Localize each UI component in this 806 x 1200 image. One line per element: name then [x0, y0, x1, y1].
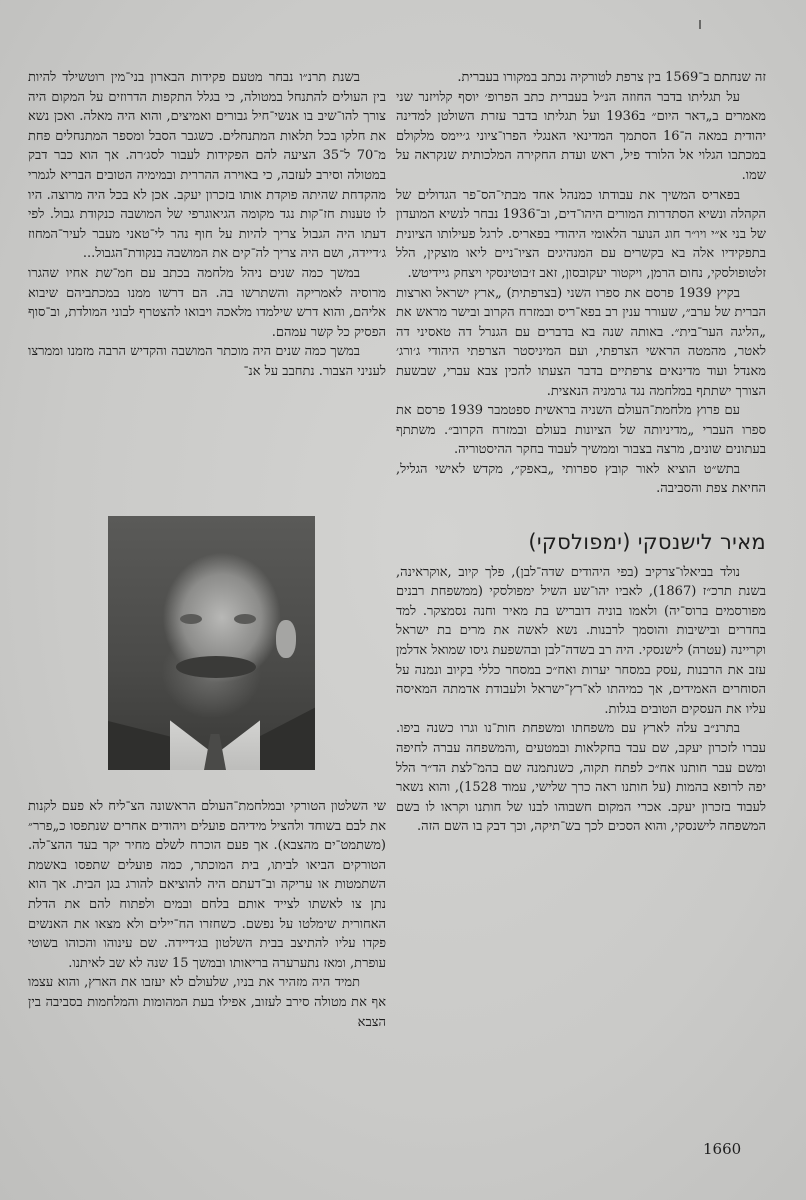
photo-coat-left [108, 700, 178, 770]
paragraph: בתש״ט הוציא לאור קובץ ספרותי „באפק״, מקדש לאישי הגליל, החיאת צפת והסביבה. [396, 461, 766, 497]
paragraph: עם פרוץ מלחמת־העולם השניה בראשית ספטמבר 1939 פרסם את ספרו העברי „מדיניותה של הציונות בעולם ובמזרח הקרוב״. משתתף בעתונים שונים, מרצה בצבור וממשיך לעבוד בחקר ההיסטוריה. [396, 403, 766, 458]
paragraph: במשך כמה שנים היה מוכתר המושבה והקדיש הרבה מזמנו וממרצו לעניני הצבור. נתחבב על אנ־ [28, 344, 386, 379]
left-column [28, 68, 386, 382]
paragraph: על תגליתו בדבר החוזה הנ״ל בעברית כתב הפרופ׳ יוסף קלויזנר שני מאמרים ב„דאר היום״ ב1936 ועל תגליתו בדבר עזרת השולטן למדינה יהודית במאה ה־16 הסתמך המדינאי האנגלי הפרו־ציוני ג׳יימס מלקולם במכתבו הגלוי אל הלורד פיל, ראש ועדת החקירה המלכותית שנקראה על שמו. [396, 89, 766, 183]
photo-eye-right [234, 614, 256, 624]
photo-mustache [176, 656, 256, 678]
paragraph: בשנת תרנ״ו נבחר מטעם פקידות הבארון בני־מין רוטשילד להיות בין העולים להתנחל במטולה, כי בגלל התקפות הדרוזים על המקום היה צורך להו־שיב בו אנשי־חיל גבורים ואמיצים, והוא היה מאלה. ואכן נשא את חלקו בכל תלאות המתנחלים. כשגבר הסבל ומספר המתנחלים פחת מ־70 ל־35 הציעה להם הפקידות לעבור לסג׳רה. אך הוא כבר דבק במטולה וסירב לעזבה, כי באוירה ההררית ובמימיה הטובים הבריא לגמרי מהקדחת שהיתה פוקדת אותו בזכרון יעקב. אכן לא בכל היה מרוצה. היו לו טענות חז־קות נגד מקומה הגיאוגרפי של המושבה כנקודת גבול. לפי דעתו היה הגבול צריך להיות על חוף נהר לי־טאני מעבר לעיר־המחוז ג׳דיידה, ושם היה צריך לה־קים את המושבה בנקודת־הגבול... [28, 70, 386, 262]
page-number: 1660 [703, 1140, 742, 1158]
photo-tie [204, 734, 226, 770]
right-column [396, 68, 766, 837]
photo-ear [276, 620, 296, 658]
paragraph: זה שנחתם ב־1569 בין צרפת לטורקיה נכתב במקורו בעברית. [457, 70, 766, 85]
scan-speck [699, 20, 701, 29]
paragraph: בקיץ 1939 פרסם את ספרו השני (בצרפתית) „ארץ ישראל וארצות הברית של ערב״, שעורר ענין רב בפא־ריס ובמזרח הקרוב ובישר מראש את „הליגה הער־בית״. באותה שנה בא בדברים עם הגנרל דה טאסיני דה לאטר, מהמטה הראשי הצרפתי, ועם המיניסטר הצרפתי היהודי ג׳ורג׳ מאנדל ועוד מדינאים צרפתיים בדבר הצעתו להכין צבא עברי, שבשעת הצורך ישתתף במלחמה נגד גרמניה הנאצית. [396, 285, 766, 399]
paragraph: נולד בביאלו־צרקיב (בפי היהודים שדה־לבן), פלך קיוב ,אוקראינה, בשנת תרכ״ז (1867), לאביו יהו־שע השיל ימפולסקי (ממשפחת רבנים מפורסמים ברוס־יה) ולאמו בוניה דובריש בת מאיר וחנה נסמצקר. למד בחדרים ובישיבות והוסמך לרבנות. נשא לאשה את מרים בת ישראל וקריינה (עטרה) לישנסקי. היה רב בשדה־לבן ובהשפעת גיסו שמואל אדלמן עזב את הרבנות ,עסק במסחר יערות ואח״כ במסחר כללי בקיוב ונמנה על הסוחרים האמידים, אך כמיהתו לא־רץ־ישראל ולעבודת אדמתה המאיסה עליו את העסקים הטובים בגלות. [396, 564, 766, 717]
photo-eye-left [180, 614, 202, 624]
left-column-bottom [28, 797, 386, 1032]
paragraph: בפאריס המשיך את עבודתו כמנהל אחד מבתי־הס־פר הגדולים של הקהלה ונשיא הסתדרות המורים היהו־דים, וב־1936 נבחר לנשיא המועדון של בני א״י ויו״ר חוג הנוער הלאומי היהודי בפאריס. לרגל פעילותו הציונית בתפקידיו אלה בא בקשרים עם המנהיגים הציו־ניים ליאו מוצקין, הלל זלטופולסקי, נחום הרמן, ויקטור יעקובסון, זאב ז׳בוטינסקי ויצחק גיידיטש. [396, 187, 767, 281]
paragraph: תמיד היה מזהיר את בניו, שלעולם לא יעזבו את הארץ, והוא עצמו אף את מטולה סירב לעזוב, אפילו בעת המהומות והמלחמות בסביבה בין הצבא [28, 975, 386, 1030]
paragraph: במשך כמה שנים ניהל מלחמה בכתב עם חמ־שת אחיו שהגרו מרוסיה לאמריקה והשתרשו בה. הם דרשו ממנו במכתביהם שיבוא אליהם, והוא דרש שילמדו מלאכה ויבואו להצטרף לבוני המולדת, וב־סוף הפסיק כל קשר עמהם. [28, 265, 386, 340]
paragraph: בתרנ״ב עלה לארץ עם משפחתו ומשפחת חות־נו וגרו כשנה ביפו. עברו לזכרון יעקב, שם עבד בחקלאות ובמטעים ,והמשפחה עברה לחיפה ומשם עבר חותנו אח״כ לפתח תקוה, כשנתמנה שם בהמ־לצת הד״ר הלל יפה לרופא בהמות (על חותנו ראה כרך שלישי, עמוד 1528), והוא נשאר לעבוד בזכרון יעקב. אכרי המקום חשבוהו לבנו של חותנו וקראו לו בשם המשפחה לישנסקי, והוא הסכים לכך בש־תיקה, וכך דבק בו השם הזה. [396, 721, 766, 835]
entry-heading: מאיר לישנסקי (ימפולסקי) [528, 530, 766, 555]
photo-coat-right [255, 692, 315, 770]
paragraph: שי השלטון הטורקי ובמלחמת־העולם הראשונה הצ־ליח לא פעם לקנות את לבם בשוחד ולהציל מידיהם פועלים ויהודים אחרים שנתפסו כ„פרר״ (משתמט־ים מהצבא). אך פעם הוכרח לשלם מחיר יקר בעד ההצ־לה. הטורקים הביאו לביתו, בית המוכתר, כמה פועלים שתפסו באשמת השתמטות או עריקה וב־דעתם היה להוציאם להורג בגן הבית. אך הוא נתן צו לאשתו לצייד אותם בלחם ובמים ולפתוח להם את הדלת האחורית שימלטו על נפשם. כשחזרו הח־יילים ולא מצאו את האנשים פקדו עליו להתיצב בבית השלטון בג׳דיידה. שם עינוהו והכוהו בשוטי עופרת, ומאז נתערערה בריאותו ובמשך 15 שנה לא שב לאיתנו. [28, 799, 386, 971]
portrait-photo [108, 516, 315, 770]
